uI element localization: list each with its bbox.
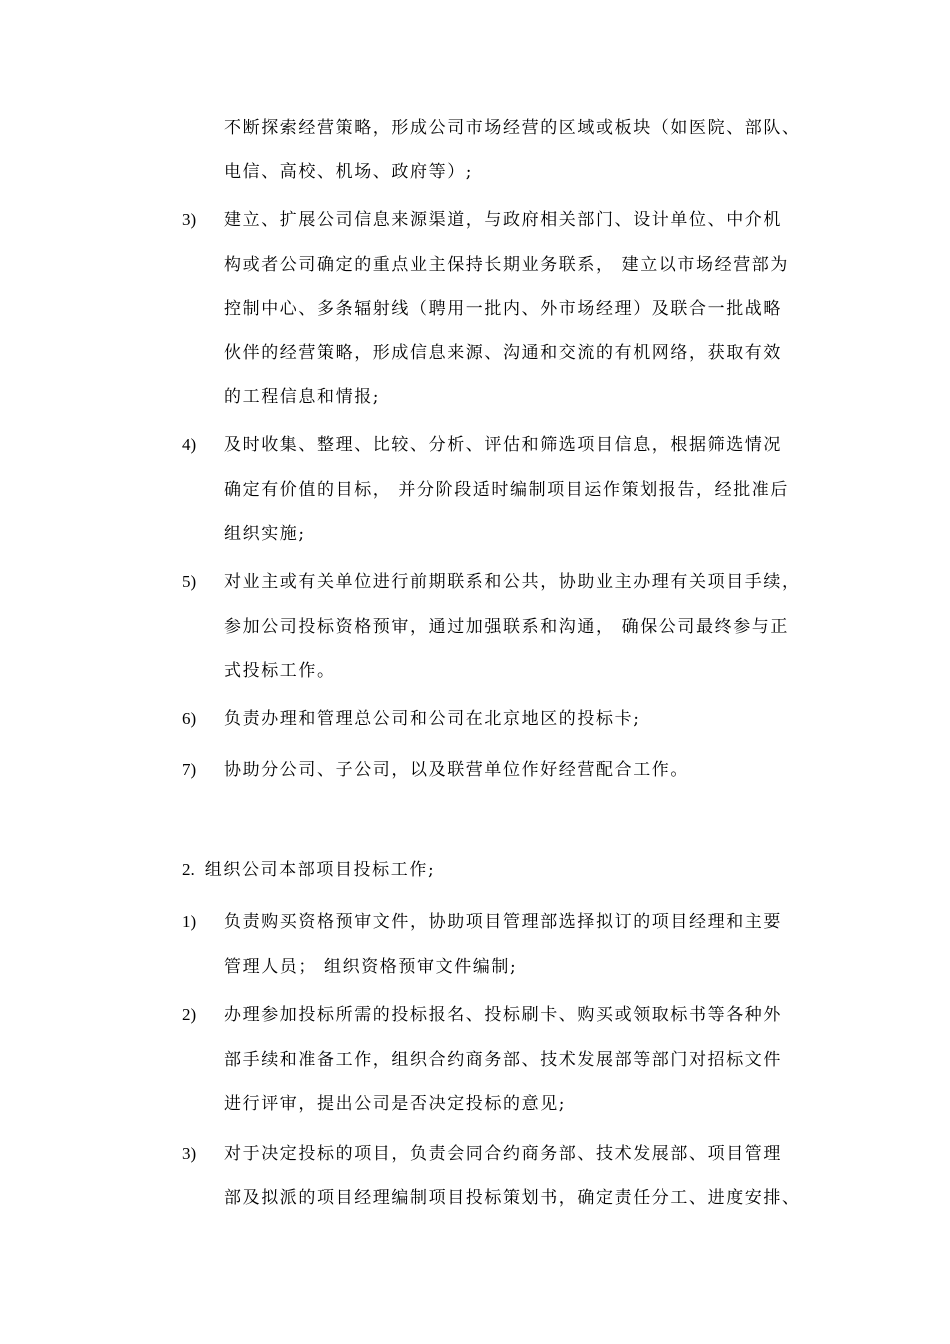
paragraph-line: 的工程信息和情报; bbox=[224, 387, 381, 407]
list-item-number: 3) bbox=[182, 210, 197, 229]
paragraph-line: 协助分公司、子公司，以及联营单位作好经营配合工作。 bbox=[224, 760, 689, 780]
paragraph-line: 构或者公司确定的重点业主保持长期业务联系， 建立以市场经营部为 bbox=[224, 255, 790, 275]
paragraph-line: 对于决定投标的项目，负责会同合约商务部、技术发展部、项目管理 bbox=[224, 1144, 782, 1164]
paragraph-line: 管理人员； 组织资格预审文件编制; bbox=[224, 957, 518, 977]
list-item-number: 7) bbox=[182, 760, 197, 779]
paragraph-line: 确定有价值的目标， 并分阶段适时编制项目运作策划报告，经批准后 bbox=[224, 480, 790, 500]
list-item-number: 5) bbox=[182, 572, 197, 591]
list-item-number: 4) bbox=[182, 435, 197, 454]
section-title: 组织公司本部项目投标工作; bbox=[204, 860, 436, 880]
paragraph-line: 及时收集、整理、比较、分析、评估和筛选项目信息，根据筛选情况 bbox=[224, 435, 782, 455]
paragraph-line: 建立、扩展公司信息来源渠道，与政府相关部门、设计单位、中介机 bbox=[224, 210, 782, 230]
list-item-number: 2) bbox=[182, 1005, 197, 1024]
paragraph-line: 部手续和准备工作，组织合约商务部、技术发展部等部门对招标文件 bbox=[224, 1050, 782, 1070]
paragraph-line: 办理参加投标所需的投标报名、投标刷卡、购买或领取标书等各种外 bbox=[224, 1005, 782, 1025]
paragraph-line: 不断探索经营策略，形成公司市场经营的区域或板块（如医院、部队、 bbox=[224, 118, 801, 138]
paragraph-line: 负责办理和管理总公司和公司在北京地区的投标卡; bbox=[224, 709, 641, 729]
paragraph-line: 参加公司投标资格预审，通过加强联系和沟通， 确保公司最终参与正 bbox=[224, 617, 790, 637]
paragraph-line: 组织实施; bbox=[224, 524, 306, 544]
list-item-number: 6) bbox=[182, 709, 197, 728]
paragraph-line: 伙伴的经营策略，形成信息来源、沟通和交流的有机网络，获取有效 bbox=[224, 343, 782, 363]
paragraph-line: 电信、高校、机场、政府等）; bbox=[224, 162, 474, 182]
section-heading bbox=[182, 859, 435, 881]
paragraph-line: 控制中心、多条辐射线（聘用一批内、外市场经理）及联合一批战略 bbox=[224, 299, 782, 319]
paragraph-line: 对业主或有关单位进行前期联系和公共，协助业主办理有关项目手续， bbox=[224, 572, 801, 592]
paragraph-line: 部及拟派的项目经理编制项目投标策划书，确定责任分工、进度安排、 bbox=[224, 1188, 801, 1208]
section-number: 2. bbox=[182, 860, 195, 879]
paragraph-line: 进行评审，提出公司是否决定投标的意见; bbox=[224, 1094, 567, 1114]
list-item-number: 1) bbox=[182, 912, 197, 931]
paragraph-line: 负责购买资格预审文件，协助项目管理部选择拟订的项目经理和主要 bbox=[224, 912, 782, 932]
paragraph-line: 式投标工作。 bbox=[224, 661, 336, 681]
list-item-number: 3) bbox=[182, 1144, 197, 1163]
